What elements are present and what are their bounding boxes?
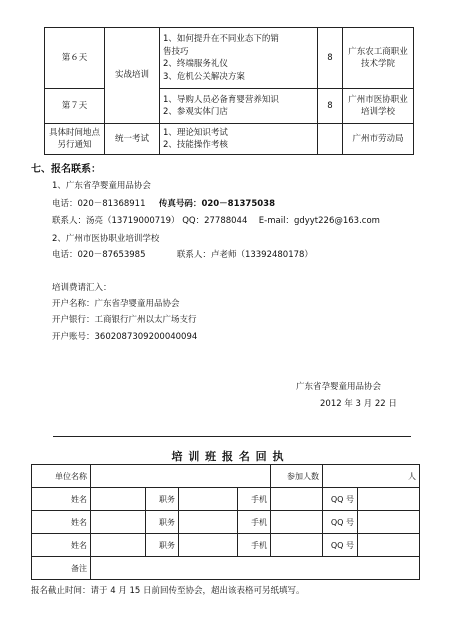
bank-value: 工商银行广州以太广场支行 [94,315,197,325]
type-cell: 实战培训 [105,28,160,124]
payment-intro: 培训费请汇入： [52,283,112,293]
job-input[interactable] [179,511,238,534]
content-line: 1、理论知识考试 [163,127,228,138]
hours-cell: 8 [318,89,343,124]
name-input[interactable] [91,488,146,511]
name-label: 姓名 [32,488,91,511]
table-row [45,89,414,124]
note-input[interactable] [91,557,420,580]
table-row [45,124,414,155]
name-label: 姓名 [32,511,91,534]
content-cell [160,124,318,155]
count-unit: 人 [408,471,416,481]
signature-org: 广东省孕婴童用品协会 [296,382,382,392]
contact-label: 联系人： [176,250,211,260]
count-label: 参加人数 [271,465,323,488]
job-label: 职务 [146,534,179,557]
name-input[interactable] [91,511,146,534]
unit-input[interactable] [91,465,271,488]
name-input[interactable] [91,534,146,557]
phone-label: 手机 [238,511,271,534]
signature-date: 2012 年 3 月 22 日 [320,399,397,409]
qq-input[interactable] [358,534,420,557]
job-label: 职务 [146,511,179,534]
table-row [32,511,420,534]
hours-cell [318,124,343,155]
org2-name: 2、广州市医协职业培训学校 [52,234,160,244]
qq-label: QQ 号 [323,511,358,534]
day-cell: 第６天 [45,28,105,89]
content-cell [160,89,318,124]
content-line: 售技巧 [163,46,189,57]
table-row [32,465,420,488]
phone-label: 手机 [238,488,271,511]
note-label: 备注 [32,557,91,580]
org1-contact-line [52,214,380,226]
tel-value: 020－81368911 [77,199,146,209]
account-no-line [52,330,197,342]
content-line: 2、参观实体门店 [163,107,228,117]
account-name-line [52,297,180,309]
schedule-table [44,27,414,155]
deadline-note: 报名截止时间：请于 4 月 15 日前回传至协会，超出该表格可另纸填写。 [31,586,305,596]
content-cell [160,28,318,89]
count-input[interactable] [323,465,420,488]
qq-input[interactable] [358,488,420,511]
email-link[interactable]: gdyyt226@163.com [293,216,380,226]
qq-label: QQ 号 [323,488,358,511]
qq-value: 27788044 [204,216,248,226]
contact-label: 联系人： [52,216,87,226]
hours-cell: 8 [318,28,343,89]
contact-value: 卢老师（13392480178） [210,250,313,260]
fax-label: 传真号码： [158,199,202,209]
tel-label: 电话： [52,199,78,209]
bank-label: 开户银行： [52,315,95,325]
job-input[interactable] [179,488,238,511]
tel-label: 电话： [52,250,78,260]
job-label: 职务 [146,488,179,511]
phone-input[interactable] [271,534,323,557]
registration-form [31,464,420,580]
type-cell: 统一考试 [105,124,160,155]
name-label: 姓名 [32,534,91,557]
form-title: 培 训 班 报 名 回 执 [171,450,285,463]
qq-label: QQ 号 [323,534,358,557]
table-row [32,534,420,557]
fax-value: 020－81375038 [201,199,275,209]
section-heading: 七、报名联系： [31,164,101,175]
contact-value: 汤亮（13719000719） [86,216,180,226]
account-name-label: 开户名称： [52,299,95,309]
content-line: 1、如何提升在不同业态下的销 [163,34,279,44]
qq-label: QQ： [182,216,205,226]
divider-line [53,436,411,437]
unit-label: 单位名称 [32,465,91,488]
content-line: 2、终端服务礼仪 [163,59,228,69]
content-line: 1、导购人员必备育婴营养知识 [163,94,279,105]
org-cell: 广州市医协职业培训学校 [343,89,414,124]
content-line: 3、危机公关解决方案 [163,71,245,82]
org2-phone-line [52,248,313,260]
org1-phone-line [52,197,275,209]
table-row [45,28,414,89]
org-cell: 广东农工商职业技术学院 [343,28,414,89]
phone-input[interactable] [271,511,323,534]
org1-name: 1、广东省孕婴童用品协会 [52,181,151,191]
day-cell: 第７天 [45,89,105,124]
phone-input[interactable] [271,488,323,511]
phone-label: 手机 [238,534,271,557]
day-cell: 具体时间地点另行通知 [45,124,105,155]
qq-input[interactable] [358,511,420,534]
table-row [32,557,420,580]
org-cell: 广州市劳动局 [343,124,414,155]
account-no-label: 开户账号： [52,332,95,342]
account-name-value: 广东省孕婴童用品协会 [94,299,180,309]
table-row [32,488,420,511]
account-no-value: 3602087309200040094 [94,332,198,342]
tel-value: 020－87653985 [77,250,146,260]
email-label: E-mail： [258,216,294,226]
job-input[interactable] [179,534,238,557]
content-line: 2、技能操作考核 [163,140,228,150]
bank-line [52,313,197,325]
